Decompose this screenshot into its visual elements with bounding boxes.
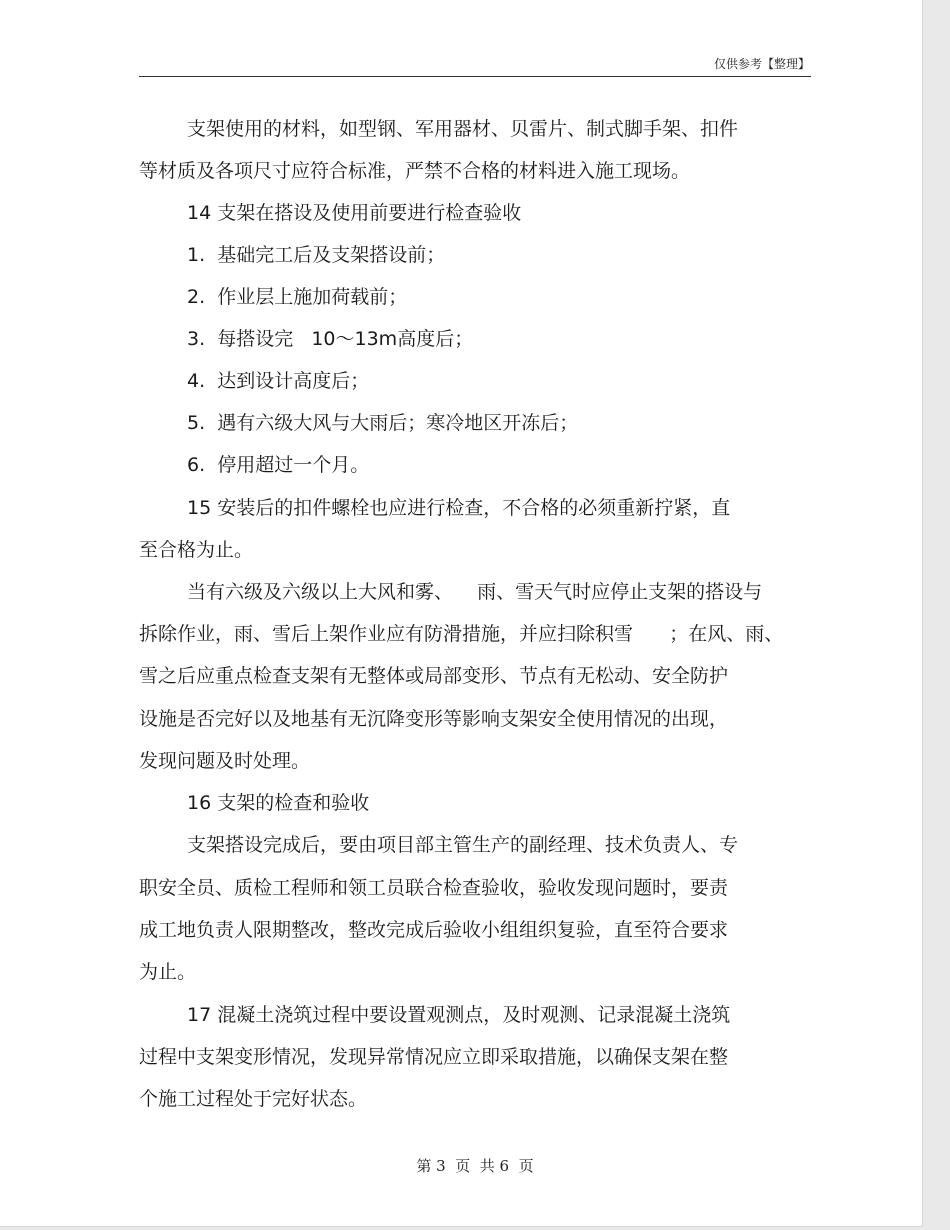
list-item: 5. 遇有六级大风与大雨后；寒冷地区开冻后；: [187, 412, 579, 434]
text-line: 成工地负责人限期整改，整改完成后验收小组组织复验，直至符合要求: [139, 919, 729, 941]
text-line: 17 混凝土浇筑过程中要设置观测点，及时观测、记录混凝土浇筑: [187, 1004, 731, 1026]
text-line: 过程中支架变形情况，发现异常情况应立即采取措施，以确保支架在整: [139, 1046, 729, 1068]
header-note: 仅供参考【整理】: [713, 57, 810, 71]
text-line: 当有六级及六级以上大风和雾、 雨、雪天气时应停止支架的搭设与: [187, 581, 763, 603]
header-divider: [139, 76, 811, 77]
list-item: 3. 每搭设完 10～13m高度后；: [187, 328, 474, 350]
text-line: 雪之后应重点检查支架有无整体或局部变形、节点有无松动、安全防护: [139, 665, 729, 687]
list-item: 4. 达到设计高度后；: [187, 370, 370, 392]
text-line: 支架使用的材料，如型钢、军用器材、贝雷片、制式脚手架、扣件: [187, 118, 739, 140]
text-line: 至合格为止。: [139, 539, 254, 561]
list-item: 6. 停用超过一个月。: [187, 454, 370, 476]
text-line: 支架搭设完成后，要由项目部主管生产的副经理、技术负责人、专: [187, 834, 739, 856]
text-line: 等材质及各项尺寸应符合标准，严禁不合格的材料进入施工现场。: [139, 160, 691, 182]
text-line: 14 支架在搭设及使用前要进行检查验收: [187, 202, 522, 224]
text-line: 发现问题及时处理。: [139, 750, 311, 772]
list-item: 1. 基础完工后及支架搭设前；: [187, 244, 446, 266]
list-item: 2. 作业层上施加荷载前；: [187, 286, 408, 308]
text-line: 为止。: [139, 961, 197, 983]
text-line: 15 安装后的扣件螺栓也应进行检查，不合格的必须重新拧紧，直: [187, 497, 731, 519]
text-line: 个施工过程处于完好状态。: [139, 1088, 368, 1110]
text-line: 16 支架的检查和验收: [187, 792, 370, 814]
text-line: 拆除作业，雨、雪后上架作业应有防滑措施，并应扫除积雪 ；在风、雨、: [139, 623, 784, 645]
text-line: 设施是否完好以及地基有无沉降变形等影响支架安全使用情况的出现，: [139, 708, 729, 730]
text-line: 职安全员、质检工程师和领工员联合检查验收，验收发现问题时，要责: [139, 877, 729, 899]
page-number: 第 3 页 共 6 页: [416, 1157, 534, 1175]
